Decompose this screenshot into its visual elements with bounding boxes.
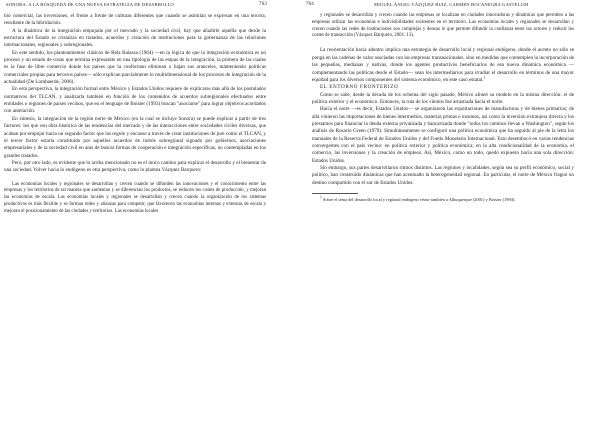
left-paragraph-6: Pero, por otro lado, es evidente que lo arriba mencionado no es el único camino para explicar el desarrollo y el bienestar de una sociedad. Volver hacia lo endógeno es otra perspectiva, como lo plantea Vázquez Barquero: — [4, 159, 266, 174]
left-paragraph-1: bio comercial, las inversiones, el frente a frente de culturas diferentes que cuando se asimilan se expresan en una tercera, resultante de la hibridación. — [4, 13, 266, 27]
right-running-title: MIGUEL ÁNGEL VÁZQUEZ RUIZ, CARMEN BOCANEGRA GASTELUM — [374, 2, 529, 7]
right-page-number: 764 — [306, 2, 314, 7]
left-paragraph-3: En este sentido, los planteamientos clásicos de Bela Balassa (1964) —en la lógica de que la integración económica es un proceso y un estado de cosas que termina expresando en una tipología de las etapas de la integración, la primera de las cuales es la fase de libre comercio donde los países que la conforman eliminan o bajan sus aranceles, manteniendo políticas comerciales propias para terceros países— sólo explican parcialmente lo multidimensional de los procesos de integración de la actualidad (De Lombaerde, 2006). — [4, 49, 266, 86]
right-page — [304, 0, 597, 431]
right-page-body — [312, 13, 574, 203]
left-page-number: 763 — [259, 2, 267, 7]
section-heading: EL ENTORNO FRONTERIZO — [320, 84, 399, 91]
left-running-title: SONORA: A LA BÚSQUEDA DE UNA NUEVA ESTRATEGIA DE DESARROLLO — [6, 2, 174, 7]
left-paragraph-2: A la dinámica de la integración empujada por el mercado y la sociedad civil, hay que añadirle aquélla que desde la estructura del Estado se cristaliza en tratados, acuerdos y creación de instituciones para la gobernanza de las relaciones internacionales, regionales y subregionales. — [4, 27, 266, 49]
left-page-body — [4, 13, 266, 216]
footnote — [312, 193, 574, 203]
right-page-header — [304, 2, 597, 11]
right-paragraph-2: Como se sabe, desde la década de los ochenta del siglo pasado, México alineó su modelo en la misma dirección: el de política exterior y el económico. Entonces, la ruta de los vientos fue arrastrada hacia el norte. — [312, 91, 574, 105]
right-paragraph-1-text: La reorientación hacia adentro implica una estrategia de desarrollo local y regional endógeno, donde el acento no sólo se ponga en las cadenas de valor asociadas con las empresas transnacionales, sino en medidas que contemplen la incorporación de las pequeñas, medianas y nativas, donde los agentes productivos beneficiarios de esa nueva dinámica económica —complementando las políticas desde el Estado— sean los intermediarios para irradiar el desarrollo en términos de una mayor equidad para los diversos componentes del sistema económico, en este caso estatal. — [312, 47, 574, 83]
footnote-number: 1 — [320, 195, 322, 200]
left-paragraph-5: En síntesis, la integración de la región norte de México (en la cual se incluye Sonora) se puede explicar a partir de tres factores: los que son obra histórica de las tendencias del mercado y de las interacciones entre sociedades civiles diversas, que acaban por empujar hacia un segundo factor que las regule y encause a través de crear instituciones de jure como el TLCAN, y el tercer factor estaría constituido por aquellos acuerdos de índole subregional signado por gobiernos, asociaciones empresariales y de la sociedad civil en aras de buscar formas de cooperación e integración específicas, no contempladas en los grandes tratados. — [4, 115, 266, 159]
footnote-reference: 1 — [483, 75, 486, 80]
left-block-quote: Las economías locales y regionales se desarrollan y crecen cuando se difunden las innovaciones y el conocimiento entre las empresas y los territorios de tal manera que aumentan y se diferencian los productos, se reducen los costes de producción, y mejoran las economías de escala. Las economías locales y regionales se desarrollan y crecen cuando la organización de los sistemas productivos es más flexible y se forman redes y alianzas para competir, que favorecen las economías internas y externas de escala y mejoran el posicionamiento de las ciudades y territorios. Las economías locales — [4, 181, 266, 214]
left-page-header — [4, 2, 297, 11]
left-paragraph-4: En esta perspectiva, la integración formal entre México y Estados Unidos requiere de explicarse más allá de los postulados normativos del TLCAN, y analizarla también en función de los contenidos de acuerdos subregionales efectuados entre entidades o regiones de países vecinos, que en el lenguaje de Boisier (1993) buscan "asociarse" para lograr objetivos acordados con antelación. — [4, 86, 266, 115]
right-paragraph-3: Hacia el norte —es decir, Estados Unidos— se organizaron las exportaciones de manufacturas y de bienes primarios; de allá vinieron las importaciones de bienes intermedios, materias primas e insumos, así como la inversión extranjera directa y los préstamos para financiar la deuda externa privatizada y bancarizada donde "todos los caminos llevan a Washington", según los análisis de Rosario Green (1979). Simultáneamente se configuró una política económica que ha seguido al pie de la letra los manuales de la Reserva Federal de Estados Unidos y del Fondo Monetario Internacional. Esto desembocó en varias tendencias convergentes con el país vecino: en política exterior y política económica; en la alta condicionalidad de la economía, el comercio, las inversiones y la creación de empleos. Así, México, como un todo, quedó expuesto hacia una sola dirección: Estados Unidos. — [312, 106, 574, 164]
right-paragraph-4: Sin embargo, sus partes desarrollaron ritmos distintos. Las regiones y localidades, según sea su perfil económico, social y político, han construido dinámicas que han acentuado la heterogeneidad regional. En particular, el norte de México fraguó un destino compartido con el sur de Estados Unidos. — [312, 164, 574, 186]
right-paragraph-1 — [312, 47, 574, 84]
right-block-quote-continued: y regionales se desarrollan y crecen cuando las empresas se localizan en ciudades innovadoras y dinámicas que permiten a las empresas utilizar las economías e indivisibilidades existentes en el territorio. Las economías locales y regionales se desarrollan y crecen cuando las redes de instituciones son complejas y densas lo que permite difundir la confianza entre los actores y reducir los costes de transacción (Vázquez Barquero, 2001: 13). — [312, 13, 574, 39]
left-page — [4, 0, 297, 431]
footnote-line — [312, 197, 574, 203]
footnote-text: Sobre el tema del desarrollo local y regional endógeno véase también a Albuquerque (2001) y Boisier (1994). — [322, 197, 516, 203]
